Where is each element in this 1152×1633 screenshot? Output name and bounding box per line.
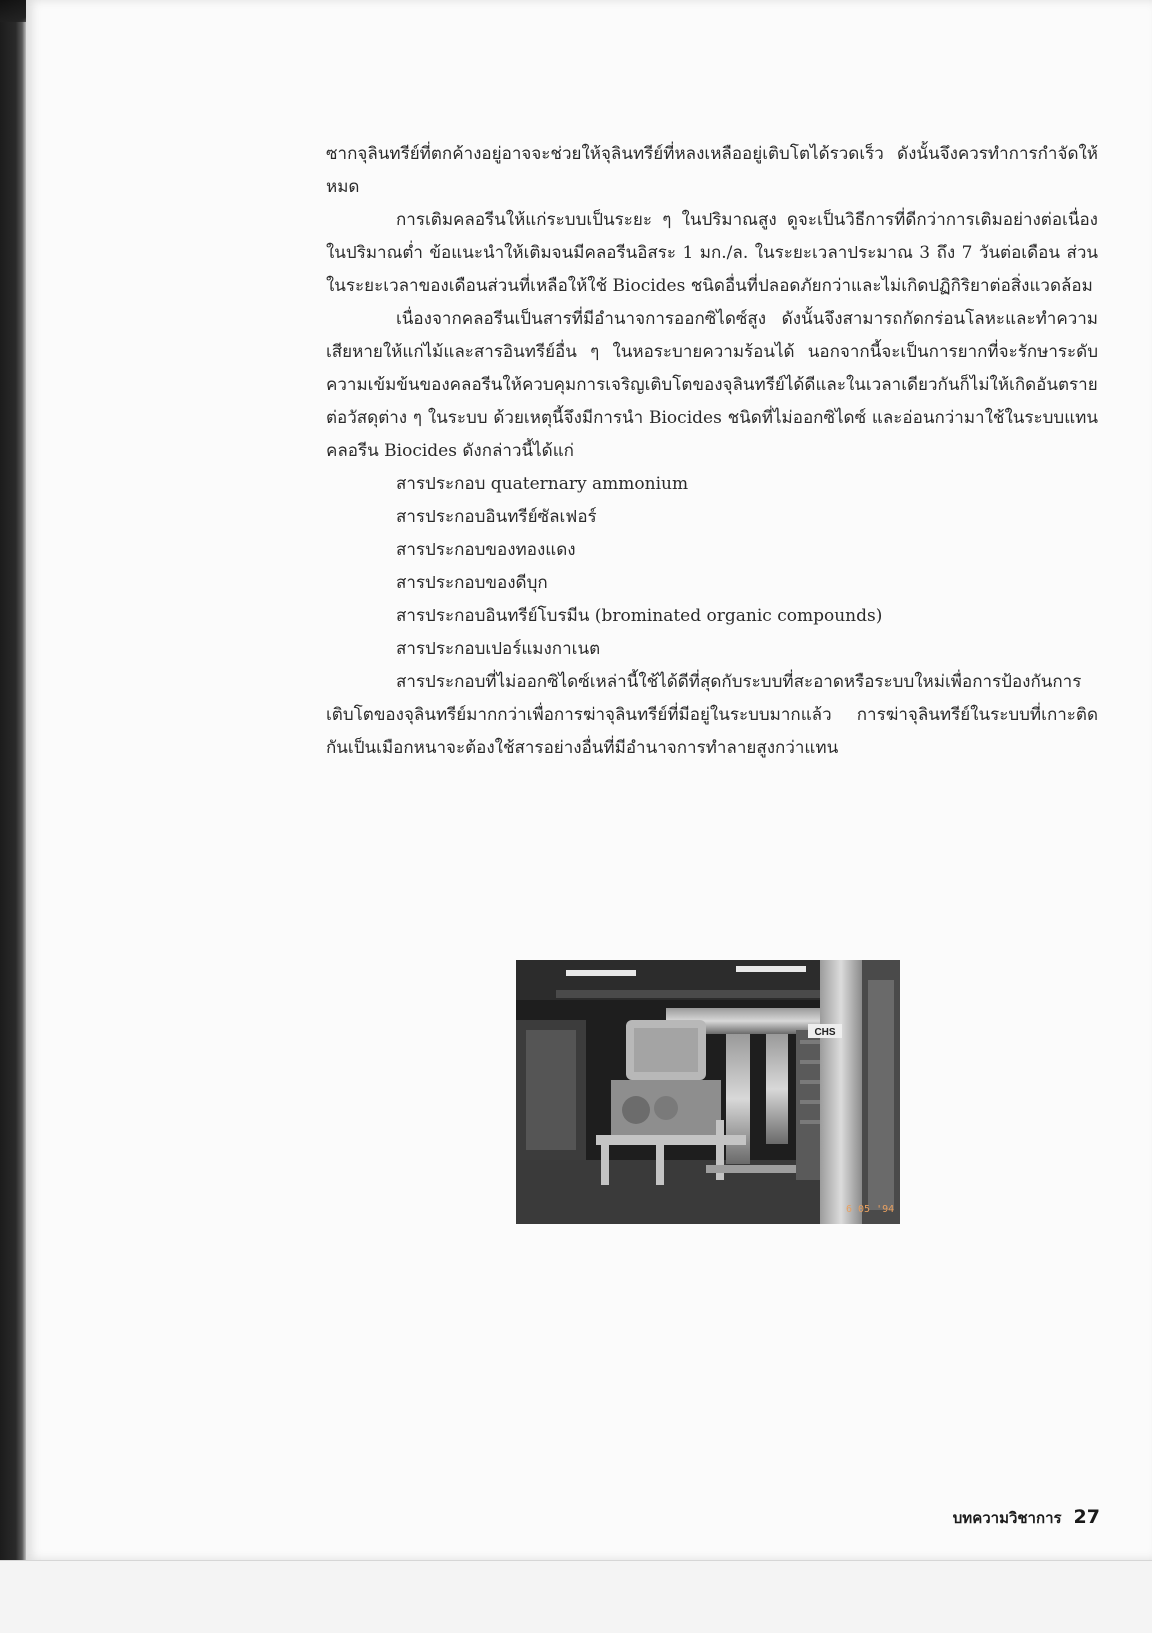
- list-item: สารประกอบอินทรีย์โบรมีน (brominated organic compounds): [396, 606, 883, 626]
- scan-bottom-margin: [0, 1560, 1152, 1633]
- paragraph-closing: สารประกอบที่ไม่ออกซิไดซ์เหล่านี้ใช้ได้ดีที่สุดกับระบบที่สะอาดหรือระบบใหม่เพื่อการป้องกันการเติบโตของจุลินทรีย์มากกว่าเพื่อการฆ่าจุลินทรีย์ที่มีอยู่ในระบบมากแล้ว การฆ่าจุลินทรีย์ในระบบที่เกาะติดกันเป็นเมือกหนาจะต้องใช้สารอย่างอื่นที่มีอำนาจการทำลายสูงกว่าแทน: [326, 672, 1098, 758]
- list-item: สารประกอบของทองแดง: [396, 540, 576, 560]
- photo-sign-text: CHS: [814, 1027, 836, 1038]
- article-body: [326, 138, 1098, 765]
- list-item: สารประกอบ quaternary ammonium: [396, 474, 689, 494]
- chiller-equipment-photo: [516, 960, 900, 1224]
- paragraph-chlorine-oxidation: เนื่องจากคลอรีนเป็นสารที่มีอำนาจการออกซิไดซ์สูง ดังนั้นจึงสามารถกัดกร่อนโลหะและทำความเสียหายให้แก่ไม้และสารอินทรีย์อื่น ๆ ในหอระบายความร้อนได้ นอกจากนี้จะเป็นการยากที่จะรักษาระดับความเข้มข้นของคลอรีนให้ควบคุมการเจริญเติบโตของจุลินทรีย์ได้ดีและในเวลาเดียวกันก็ไม่ให้เกิดอันตรายต่อวัสดุต่าง ๆ ในระบบ ด้วยเหตุนี้จึงมีการนำ Biocides ชนิดที่ไม่ออกซิไดซ์ และอ่อนกว่ามาใช้ในระบบแทนคลอรีน Biocides ดังกล่าวนี้ได้แก่: [326, 309, 1098, 461]
- footer-section-title: บทความวิชาการ: [952, 1509, 1062, 1527]
- book-spine-shadow: [0, 0, 26, 1560]
- photo-date-stamp: 6 05 '94: [846, 1204, 895, 1215]
- photo-illustration: [516, 960, 900, 1224]
- biocide-list: [326, 468, 1098, 666]
- page-number: 27: [1073, 1506, 1100, 1528]
- list-item: สารประกอบของดีบุก: [396, 573, 548, 593]
- list-item: สารประกอบเปอร์แมงกาเนต: [396, 639, 601, 659]
- paragraph-chlorine-dosing: การเติมคลอรีนให้แก่ระบบเป็นระยะ ๆ ในปริมาณสูง ดูจะเป็นวิธีการที่ดีกว่าการเติมอย่างต่อเนื่องในปริมาณต่ำ ข้อแนะนำให้เติมจนมีคลอรีนอิสระ 1 มก./ล. ในระยะเวลาประมาณ 3 ถึง 7 วันต่อเดือน ส่วนในระยะเวลาของเดือนส่วนที่เหลือให้ใช้ Biocides ชนิดอื่นที่ปลอดภัยกว่าและไม่เกิดปฏิกิริยาต่อสิ่งแวดล้อม: [326, 210, 1098, 296]
- paragraph-continuation: ซากจุลินทรีย์ที่ตกค้างอยู่อาจจะช่วยให้จุลินทรีย์ที่หลงเหลืออยู่เติบโตได้รวดเร็ว ดังนั้นจึงควรทำการกำจัดให้หมด: [326, 144, 1098, 197]
- page-footer: [900, 1506, 1100, 1530]
- list-item: สารประกอบอินทรีย์ซัลเฟอร์: [396, 507, 597, 527]
